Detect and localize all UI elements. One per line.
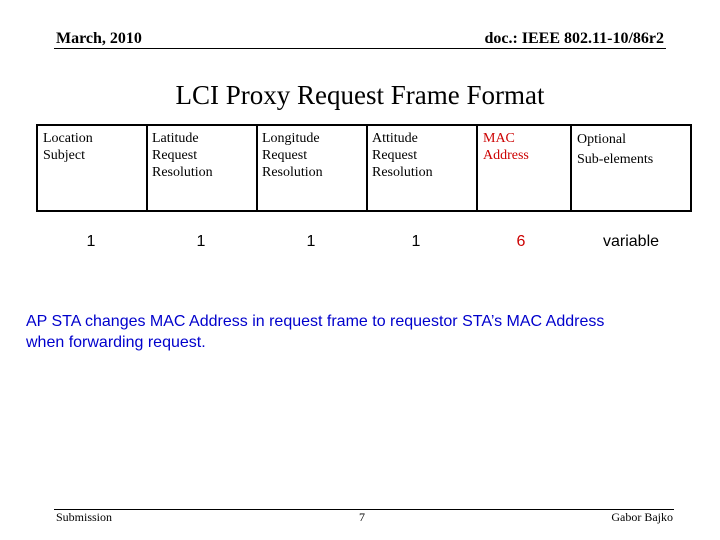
field-label-line: Optional xyxy=(577,132,626,147)
field-label-line: Request xyxy=(372,148,418,163)
field-label-line: Request xyxy=(262,148,308,163)
field-divider xyxy=(476,124,478,212)
field-longitude-request-resolution xyxy=(262,130,323,181)
slide-title: LCI Proxy Request Frame Format xyxy=(175,80,545,110)
field-label-line: Request xyxy=(152,148,198,163)
header-rule xyxy=(54,48,666,49)
field-label-line: Location xyxy=(43,131,93,146)
field-size-longitude: 1 xyxy=(306,233,316,250)
field-size-location-subject: 1 xyxy=(86,233,96,250)
field-latitude-request-resolution xyxy=(152,130,213,181)
field-location-subject xyxy=(43,130,93,164)
field-optional-sub-elements xyxy=(577,130,653,170)
field-label-line: Resolution xyxy=(372,165,433,180)
field-size-latitude: 1 xyxy=(196,233,206,250)
field-label-line: Sub-elements xyxy=(577,152,654,167)
footer-author: Gabor Bajko xyxy=(611,510,673,524)
footer-submission: Submission xyxy=(56,510,113,524)
field-label-line: Attitude xyxy=(372,131,418,146)
forwarding-note xyxy=(26,311,706,353)
page-number: 7 xyxy=(359,510,365,524)
field-label-line: Longitude xyxy=(262,131,320,146)
field-label-line: Latitude xyxy=(152,131,199,146)
field-divider xyxy=(366,124,368,212)
field-label-line: Address xyxy=(483,148,529,163)
field-size-mac-address: 6 xyxy=(516,233,526,250)
header-doc-id: doc.: IEEE 802.11-10/86r2 xyxy=(484,30,664,47)
field-size-optional: variable xyxy=(602,233,660,250)
field-size-attitude: 1 xyxy=(411,233,421,250)
field-label-line: Resolution xyxy=(262,165,323,180)
field-divider xyxy=(256,124,258,212)
field-mac-address xyxy=(483,130,529,164)
note-line: when forwarding request. xyxy=(26,334,206,351)
field-label-line: Resolution xyxy=(152,165,213,180)
field-label-line: Subject xyxy=(43,148,85,163)
note-line: AP STA changes MAC Address in request frame to requestor STA’s MAC Address xyxy=(26,313,605,330)
field-label-line: MAC xyxy=(483,131,515,146)
field-attitude-request-resolution xyxy=(372,130,433,181)
field-divider xyxy=(146,124,148,212)
header-date: March, 2010 xyxy=(56,30,142,47)
field-divider xyxy=(570,124,572,212)
